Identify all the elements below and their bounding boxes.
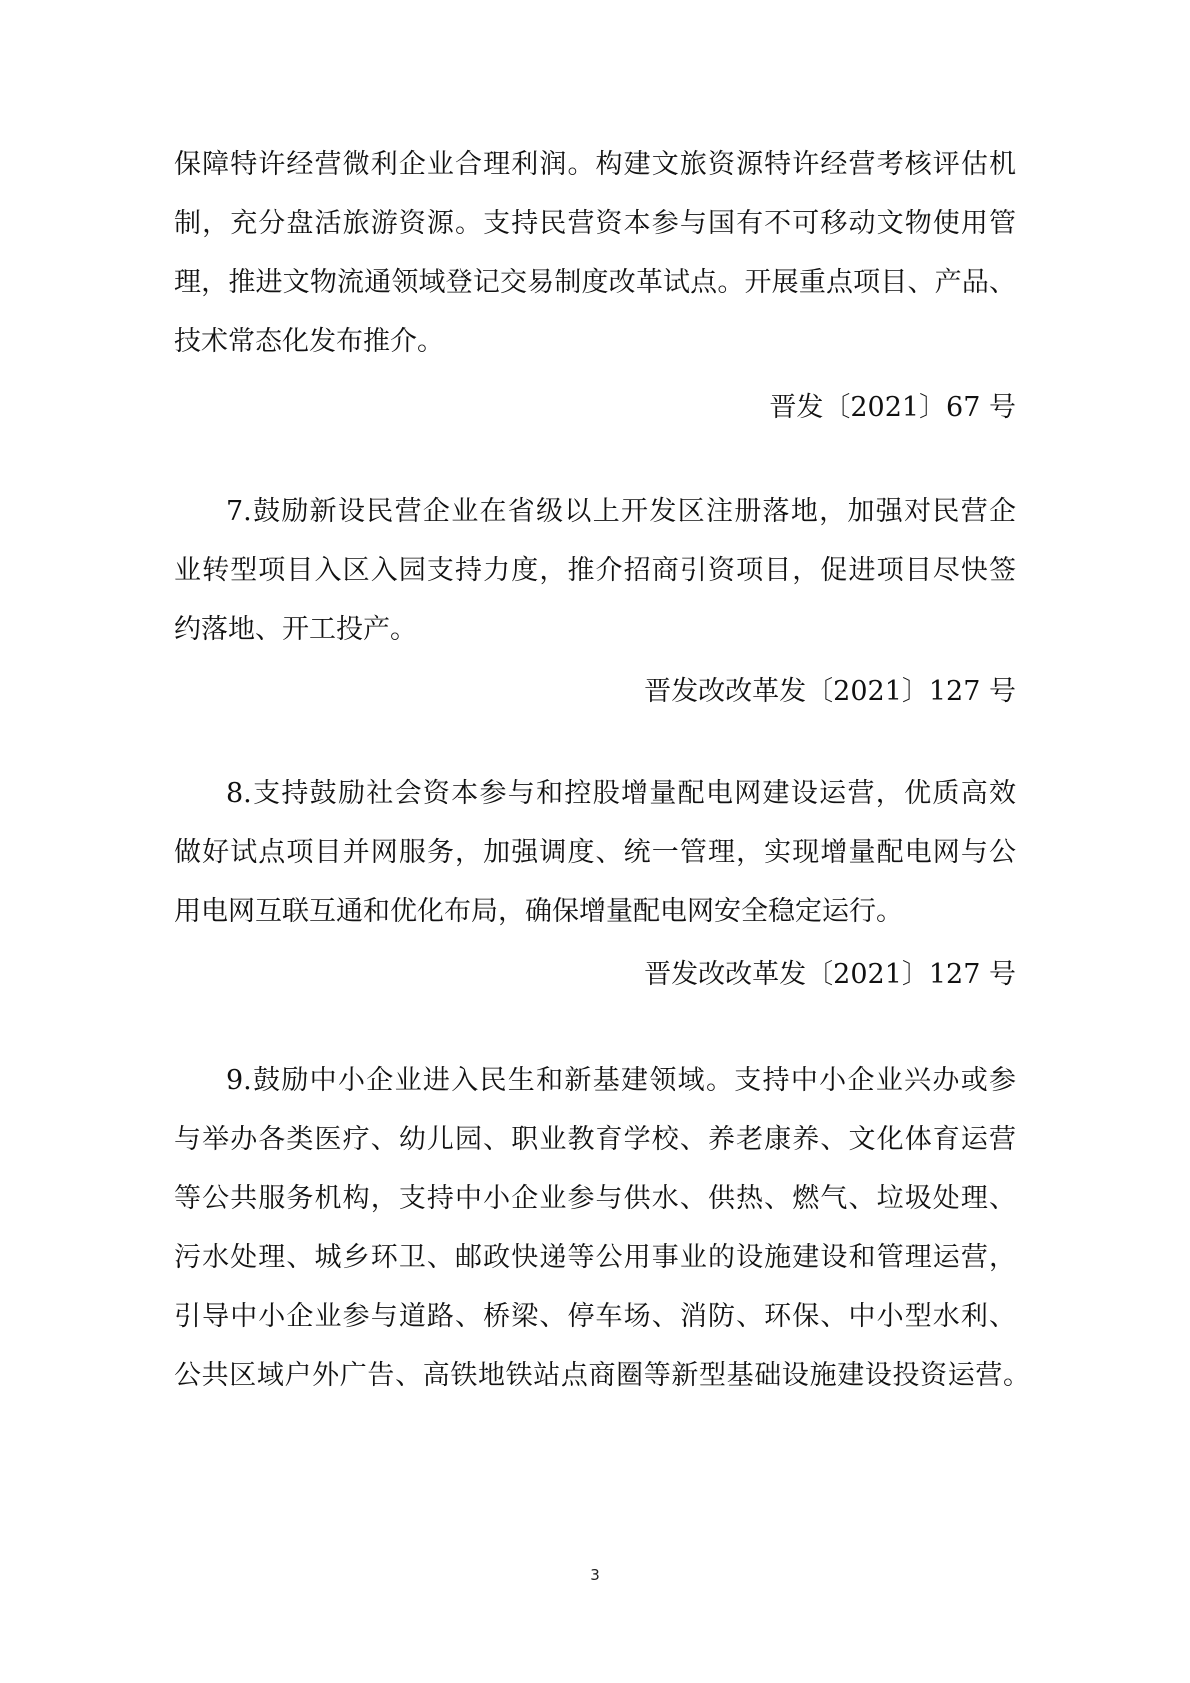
paragraph-line: 9.鼓励中小企业进入民生和新基建领域。支持中小企业兴办或参: [226, 1065, 1016, 1096]
paragraph-line: 技术常态化发布推介。: [174, 326, 444, 357]
paragraph-line: 业转型项目入区入园支持力度，推介招商引资项目，促进项目尽快签: [174, 555, 1016, 586]
paragraph-line: 理，推进文物流通领域登记交易制度改革试点。开展重点项目、产品、: [174, 267, 1016, 298]
paragraph-line: 等公共服务机构，支持中小企业参与供水、供热、燃气、垃圾处理、: [174, 1183, 1016, 1214]
page-number: 3: [590, 1566, 600, 1584]
paragraph-line: 公共区域户外广告、高铁地铁站点商圈等新型基础设施建设投资运营。: [174, 1360, 1030, 1391]
paragraph-line: 7.鼓励新设民营企业在省级以上开发区注册落地，加强对民营企: [226, 496, 1016, 527]
paragraph-line: 做好试点项目并网服务，加强调度、统一管理，实现增量配电网与公: [174, 837, 1016, 868]
paragraph-line: 引导中小企业参与道路、桥梁、停车场、消防、环保、中小型水利、: [174, 1301, 1016, 1332]
paragraph-line: 约落地、开工投产。: [174, 614, 417, 645]
document-reference: 晋发〔2021〕67 号: [769, 392, 1016, 423]
document-reference: 晋发改改革发〔2021〕127 号: [644, 959, 1016, 990]
paragraph-line: 用电网互联互通和优化布局，确保增量配电网安全稳定运行。: [174, 896, 903, 927]
paragraph-line: 8.支持鼓励社会资本参与和控股增量配电网建设运营，优质高效: [226, 778, 1016, 809]
paragraph-line: 保障特许经营微利企业合理利润。构建文旅资源特许经营考核评估机: [174, 149, 1016, 180]
paragraph-line: 污水处理、城乡环卫、邮政快递等公用事业的设施建设和管理运营，: [174, 1242, 1016, 1273]
paragraph-line: 制，充分盘活旅游资源。支持民营资本参与国有不可移动文物使用管: [174, 208, 1016, 239]
document-reference: 晋发改改革发〔2021〕127 号: [644, 676, 1016, 707]
paragraph-line: 与举办各类医疗、幼儿园、职业教育学校、养老康养、文化体育运营: [174, 1124, 1016, 1155]
